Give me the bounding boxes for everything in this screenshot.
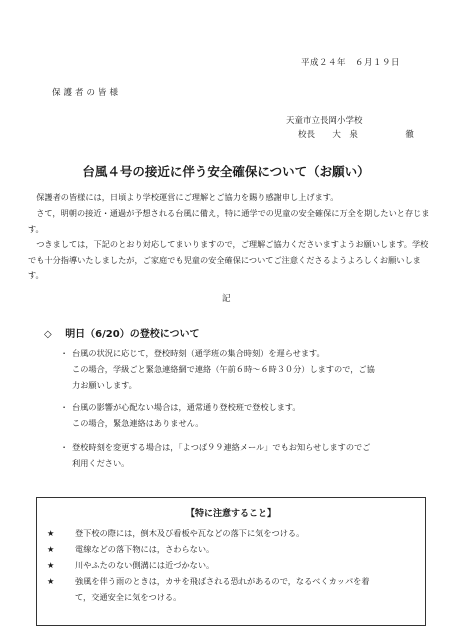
bullet-dot-icon: ・	[60, 442, 69, 452]
star-icon: ★	[47, 576, 55, 586]
caution-box-title: 【特に注意すること】	[185, 509, 276, 519]
bullet-line: 台風の影響が心配ない場合は，通常通り登校班で登校します。	[72, 402, 301, 412]
caution-line: て，交通安全に気をつける。	[75, 592, 182, 602]
paragraph-purpose: さて，明朝の接近・通過が予想される台風に備え，特に通学での児童の安全確保に万全を期したいと存じます。	[28, 208, 430, 234]
addressee: 保護者の皆様	[52, 88, 122, 98]
caution-item	[47, 557, 419, 573]
caution-box	[36, 497, 426, 626]
caution-item	[47, 541, 419, 557]
caution-line: 強風を伴う雨のときは，カサを飛ばされる恐れがあるので，なるべくカッパを着	[75, 576, 370, 586]
caution-line: 電線などの落下物には，さわらない。	[75, 544, 215, 554]
section-heading-text: 明日（6/20）の登校について	[65, 329, 200, 340]
letter-date: 平成２４年 ６月１９日	[300, 58, 400, 68]
principal-given-name: 徹	[405, 130, 414, 140]
bullet-dot-icon: ・	[60, 348, 69, 358]
paragraph-request: つきましては，下記のとおり対応してまいりますので，ご理解ご協力くださいますようお願いします。学校でも十分指導いたしましたが，ご家庭でも児童の安全確保についてご注意くださるようよろしくお願いします。	[28, 239, 429, 280]
bullet-line: 力お願いします。	[72, 380, 137, 390]
bullet-item	[60, 345, 432, 393]
caution-item	[47, 573, 419, 605]
bullet-item	[60, 399, 432, 431]
principal-title: 校長	[298, 130, 316, 140]
document-title: 台風４号の接近に伴う安全確保について（お願い）	[82, 164, 370, 179]
star-icon: ★	[47, 528, 55, 538]
principal-signature	[298, 128, 414, 140]
caution-line: 登下校の際には，倒木及び看板や瓦などの落下に気をつける。	[75, 528, 305, 538]
paragraph-greeting: 保護者の皆様には，日頃より学校運営にご理解とご協力を賜り感謝申し上げます。	[36, 192, 339, 202]
bullet-item	[60, 439, 432, 471]
bullet-dot-icon: ・	[60, 402, 69, 412]
section-heading	[44, 325, 200, 340]
caution-list	[47, 525, 419, 605]
school-name: 天童市立長岡小学校	[286, 116, 363, 126]
star-icon: ★	[47, 560, 55, 570]
ki-heading: 記	[222, 294, 231, 304]
bullet-line: 登校時刻を変更する場合は，「よつば９９連絡メール」でもお知らせしますのでご	[72, 442, 371, 452]
star-icon: ★	[47, 544, 55, 554]
bullet-line: 台風の状況に応じて，登校時刻（通学班の集合時刻）を遅らせます。	[72, 348, 325, 358]
caution-line: 川やふたのない側溝には近づかない。	[75, 560, 215, 570]
principal-family-name: 大 泉	[332, 130, 358, 140]
caution-item	[47, 525, 419, 541]
diamond-icon: ◇	[44, 329, 52, 340]
bullet-line: この場合，学級ごと緊急連絡網で連絡（午前６時～６時３０分）しますので，ご協	[72, 364, 375, 374]
bullet-line: 利用ください。	[72, 458, 130, 468]
bullet-line: この場合，緊急連絡はありません。	[72, 418, 204, 428]
